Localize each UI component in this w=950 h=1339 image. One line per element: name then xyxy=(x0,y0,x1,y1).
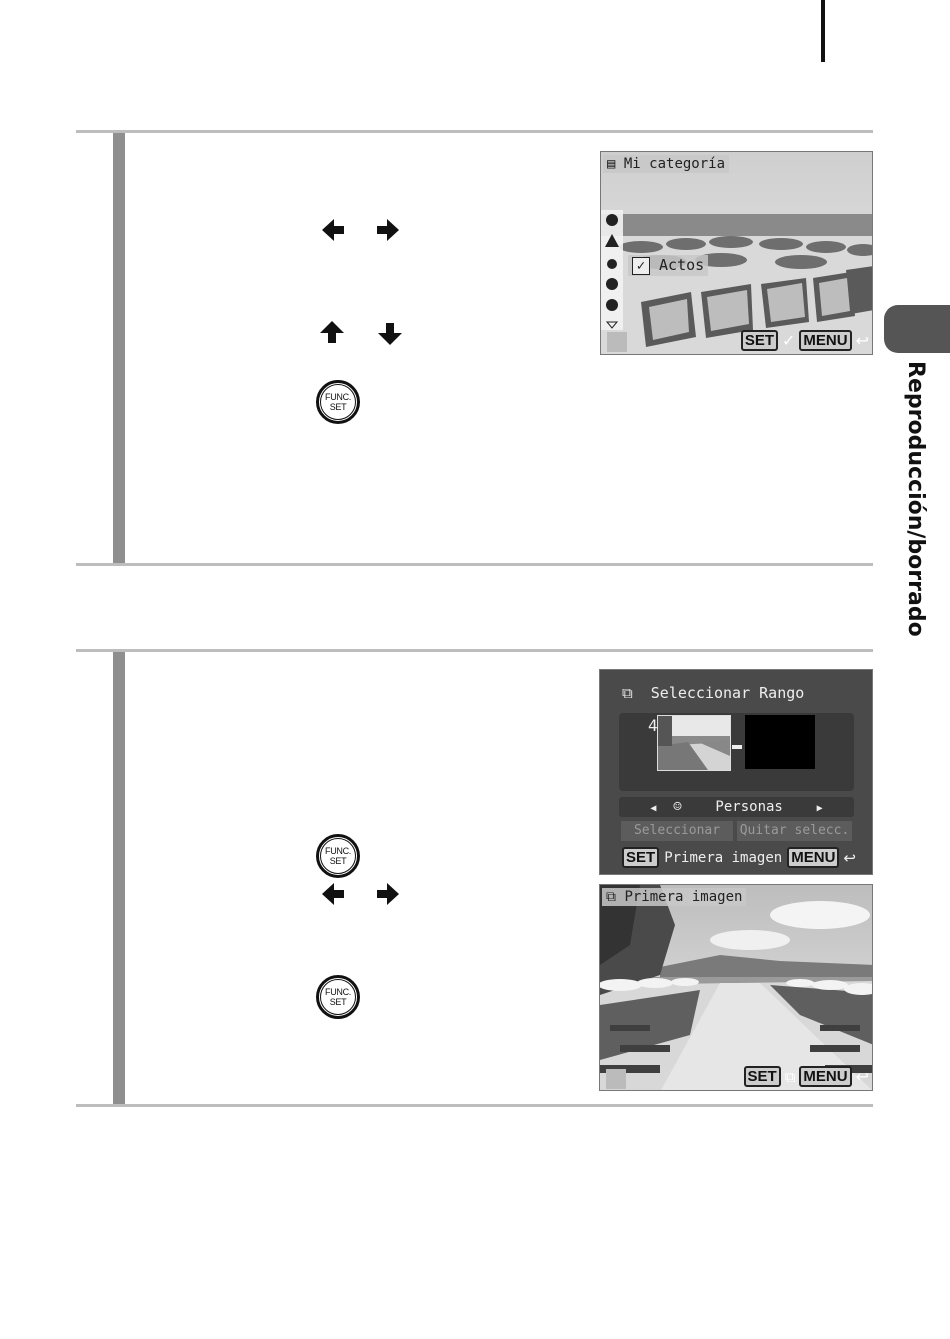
range-icon: ⧉ xyxy=(784,1067,796,1086)
chapter-tab xyxy=(884,305,950,353)
range-icon: ⧉ xyxy=(622,684,633,702)
down-arrow-icon xyxy=(378,321,402,345)
return-icon: ↩ xyxy=(855,331,869,350)
set-action-label: Primera imagen xyxy=(664,849,783,866)
func-set-button-icon: FUNC. SET xyxy=(316,380,360,424)
category-selector-content: ◀ ☺ Personas ▶ xyxy=(650,799,823,815)
unselect-button[interactable]: Quitar selecc. xyxy=(737,821,852,841)
menu-key-label: MENU xyxy=(799,1066,851,1087)
return-icon: ↩ xyxy=(843,848,856,867)
set-key-label: SET xyxy=(741,330,778,351)
range-title: ⧉ Seleccionar Rango xyxy=(622,684,805,702)
chapter-label-text: Reproducción/borrado xyxy=(903,361,928,637)
func-set-button-icon: FUNC. SET xyxy=(316,834,360,878)
chapter-label xyxy=(880,361,940,641)
set-key-label: SET xyxy=(622,847,659,868)
section1-top-rule xyxy=(76,130,873,133)
last-image-placeholder xyxy=(745,715,815,769)
checkmark-icon: ✓ xyxy=(782,331,796,350)
right-arrow-icon xyxy=(375,219,399,241)
range-dash xyxy=(732,745,742,749)
screen3-button-bar xyxy=(744,1066,869,1087)
category-icon: ▤ xyxy=(607,156,616,172)
section2-top-rule xyxy=(76,649,873,652)
section2-step-bar xyxy=(113,652,125,1104)
section1-bottom-rule xyxy=(76,563,873,566)
left-arrow-icon xyxy=(322,219,346,241)
category-title: ▤ Mi categoría xyxy=(603,155,729,173)
menu-key-label: MENU xyxy=(787,847,839,868)
people-icon: ☺ xyxy=(673,799,682,815)
screen2-button-bar xyxy=(622,847,782,868)
range-icon: ⧉ xyxy=(606,889,616,905)
section1-step-bar xyxy=(113,133,125,563)
camera-screen-range xyxy=(599,669,873,875)
chevron-right-icon: ▶ xyxy=(816,803,823,814)
set-key-label: SET xyxy=(744,1066,781,1087)
select-button[interactable]: Seleccionar xyxy=(621,821,733,841)
right-arrow-icon xyxy=(375,883,399,905)
header-mark xyxy=(821,0,825,62)
image-number: 4 xyxy=(648,716,658,735)
screen2-menu-bar xyxy=(787,847,856,868)
camera-screen-category xyxy=(600,151,873,355)
chevron-left-icon: ◀ xyxy=(650,803,657,814)
checkmark-icon: ✓ xyxy=(632,257,650,275)
left-arrow-icon xyxy=(322,883,346,905)
return-icon: ↩ xyxy=(855,1067,869,1086)
menu-key-label: MENU xyxy=(799,330,851,351)
section2-bottom-rule xyxy=(76,1104,873,1107)
first-image-title: ⧉ Primera imagen xyxy=(602,888,746,906)
first-image-thumb xyxy=(657,715,731,771)
category-item: ✓ Actos xyxy=(628,255,708,276)
camera-screen-first-image xyxy=(599,884,873,1091)
screen1-button-bar xyxy=(741,330,869,351)
func-set-button-icon: FUNC. SET xyxy=(316,975,360,1019)
up-arrow-icon xyxy=(320,321,344,345)
